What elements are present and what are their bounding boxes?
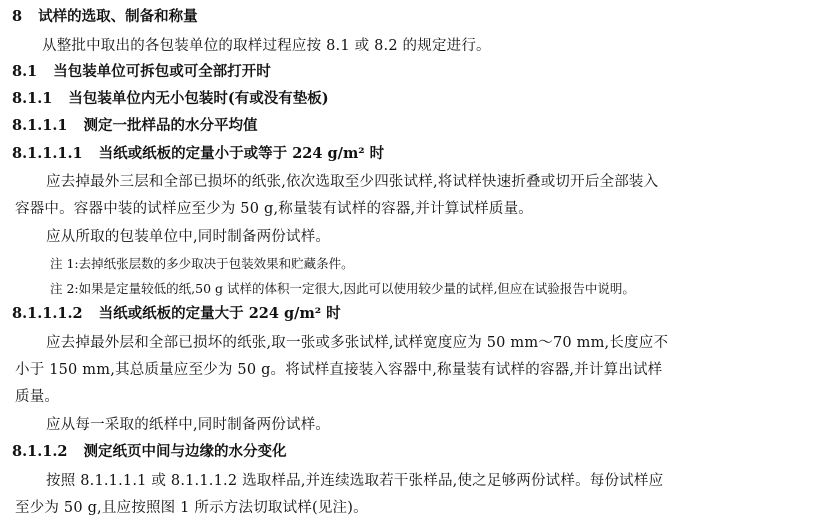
paragraph: 应从所取的包装单位中,同时制备两份试样。 — [46, 229, 331, 245]
paragraph-line: 至少为 50 g,且应按照图 1 所示方法切取试样(见注)。 — [15, 500, 368, 516]
section-8-1-1-heading — [12, 88, 329, 110]
section-8-1-1-1-heading — [12, 115, 258, 137]
section-number: 8.1 — [12, 63, 38, 80]
section-title: 当纸或纸板的定量小于或等于 224 g/m² 时 — [98, 145, 385, 162]
section-title: 当纸或纸板的定量大于 224 g/m² 时 — [98, 305, 341, 322]
paragraph-line: 应去掉最外三层和全部已损坏的纸张,依次选取至少四张试样,将试样快速折叠或切开后全部装入 — [46, 174, 659, 190]
section-8-1-1-1-2-heading — [12, 303, 341, 325]
paragraph-line: 小于 150 mm,其总质量应至少为 50 g。将试样直接装入容器中,称量装有试样的容器,并计算出试样 — [15, 362, 663, 378]
section-number: 8.1.1.1.2 — [12, 305, 83, 322]
section-title: 当包装单位内无小包装时(有或没有垫板) — [68, 90, 329, 107]
section-number: 8 — [12, 8, 23, 25]
paragraph-line: 质量。 — [15, 389, 60, 405]
section-title: 当包装单位可拆包或可全部打开时 — [53, 63, 271, 80]
section-number: 8.1.1.2 — [12, 443, 68, 460]
section-number: 8.1.1.1.1 — [12, 145, 83, 162]
intro-paragraph: 从整批中取出的各包装单位的取样过程应按 8.1 或 8.2 的规定进行。 — [42, 38, 491, 54]
paragraph-line: 容器中。容器中装的试样应至少为 50 g,称量装有试样的容器,并计算试样质量。 — [15, 201, 533, 217]
section-8-heading — [12, 6, 198, 28]
section-8-1-heading — [12, 61, 271, 83]
section-8-1-1-2-heading — [12, 441, 287, 463]
section-number: 8.1.1.1 — [12, 117, 68, 134]
note-1: 注 1:去掉纸张层数的多少取决于包装效果和贮藏条件。 — [50, 256, 354, 271]
section-title: 测定纸页中间与边缘的水分变化 — [83, 443, 287, 460]
section-8-1-1-1-1-heading — [12, 143, 384, 165]
section-number: 8.1.1 — [12, 90, 53, 107]
paragraph: 应从每一采取的纸样中,同时制备两份试样。 — [46, 417, 331, 433]
paragraph-line: 应去掉最外层和全部已损坏的纸张,取一张或多张试样,试样宽度应为 50 mm～70 mm,长度应不 — [46, 335, 669, 351]
section-title: 试样的选取、制备和称量 — [38, 8, 198, 25]
note-2: 注 2:如果是定量较低的纸,50 g 试样的体积一定很大,因此可以使用较少量的试样,但应在试验报告中说明。 — [50, 281, 635, 296]
section-title: 测定一批样品的水分平均值 — [83, 117, 258, 134]
paragraph-line: 按照 8.1.1.1.1 或 8.1.1.1.2 选取样品,并连续选取若干张样品,使之足够两份试样。每份试样应 — [46, 473, 664, 489]
